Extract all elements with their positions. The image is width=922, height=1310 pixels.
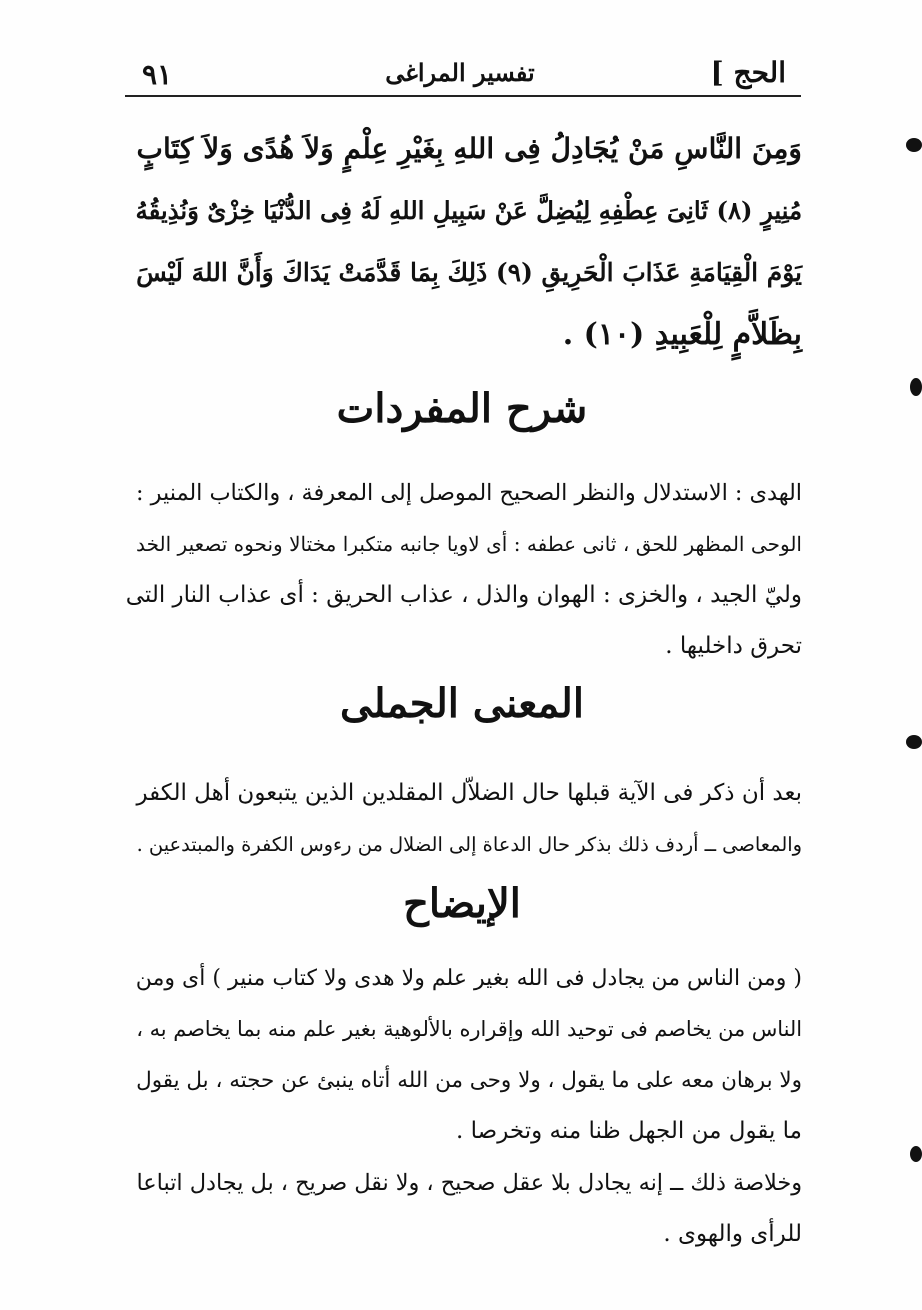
paragraph-line: ولا برهان معه على ما يقول ، ولا وحى من الله أتاه ينبئ عن حجته ، بل يقول bbox=[136, 1068, 802, 1093]
vocab-paragraph bbox=[122, 468, 802, 672]
scan-edge-mark bbox=[910, 378, 922, 396]
meaning-paragraph bbox=[122, 768, 802, 870]
verse-line: مُنِيرٍ (٨) ثَانِىَ عِطْفِهِ لِيُضِلَّ عَنْ سَبِيلِ اللهِ لَهُ فِى الدُّنْيَا خِزْىٌ وَنُذِيقُهُ bbox=[135, 196, 802, 225]
scan-edge-mark bbox=[906, 735, 922, 749]
explanation-paragraph bbox=[122, 953, 802, 1157]
vocab-section-title: شرح المفردات bbox=[336, 385, 588, 432]
quran-verse-block bbox=[122, 118, 802, 366]
verse-line: بِظَلاَّمٍ لِلْعَبِيدِ (١٠) . bbox=[562, 317, 802, 352]
paragraph-line: ما يقول من الجهل ظنا منه وتخرصا . bbox=[456, 1118, 802, 1144]
explanation-section-title: الإيضاح bbox=[403, 880, 521, 927]
summary-paragraph bbox=[122, 1158, 802, 1260]
meaning-section-title: المعنى الجملى bbox=[340, 680, 584, 727]
paragraph-line: بعد أن ذكر فى الآية قبلها حال الضلاّل المقلدين الذين يتبعون أهل الكفر bbox=[136, 780, 802, 806]
book-title: تفسير المراغى bbox=[385, 58, 535, 87]
header-divider bbox=[125, 95, 801, 97]
verse-line: يَوْمَ الْقِيَامَةِ عَذَابَ الْحَرِيقِ (٩) ذَلِكَ بِمَا قَدَّمَتْ يَدَاكَ وَأَنَّ اللهَ لَيْسَ bbox=[136, 258, 802, 287]
paragraph-line: وليّ الجيد ، والخزى : الهوان والذل ، عذاب الحريق : أى عذاب النار التى bbox=[125, 582, 802, 608]
verse-line: وَمِنَ النَّاسِ مَنْ يُجَادِلُ فِى اللهِ بِغَيْرِ عِلْمٍ وَلاَ هُدًى وَلاَ كِتَابٍ bbox=[136, 132, 802, 165]
page-header bbox=[120, 48, 800, 94]
page-number: ٩١ bbox=[142, 58, 173, 91]
paragraph-line: الناس من يخاصم فى توحيد الله وإقراره بالألوهية بغير علم منه بما يخاصم به ، bbox=[136, 1017, 802, 1041]
paragraph-line: الوحى المظهر للحق ، ثانى عطفه : أى لاويا جانبه متكبرا مختالا ونحوه تصعير الخد bbox=[136, 532, 802, 556]
paragraph-line: وخلاصة ذلك ــ إنه يجادل بلا عقل صحيح ، ولا نقل صريح ، بل يجادل اتباعا bbox=[136, 1170, 802, 1196]
surah-name: الحج ] bbox=[710, 56, 786, 89]
paragraph-line: للرأى والهوى . bbox=[663, 1221, 802, 1247]
paragraph-line: تحرق داخليها . bbox=[665, 633, 802, 659]
scan-edge-mark bbox=[906, 138, 922, 152]
paragraph-line: ( ومن الناس من يجادل فى الله بغير علم ولا هدى ولا كتاب منير ) أى ومن bbox=[135, 966, 802, 991]
paragraph-line: والمعاصى ــ أردف ذلك بذكر حال الدعاة إلى الضلال من رءوس الكفرة والمبتدعين . bbox=[136, 833, 802, 856]
scan-edge-mark bbox=[910, 1146, 922, 1162]
paragraph-line: الهدى : الاستدلال والنظر الصحيح الموصل إلى المعرفة ، والكتاب المنير : bbox=[136, 480, 802, 506]
